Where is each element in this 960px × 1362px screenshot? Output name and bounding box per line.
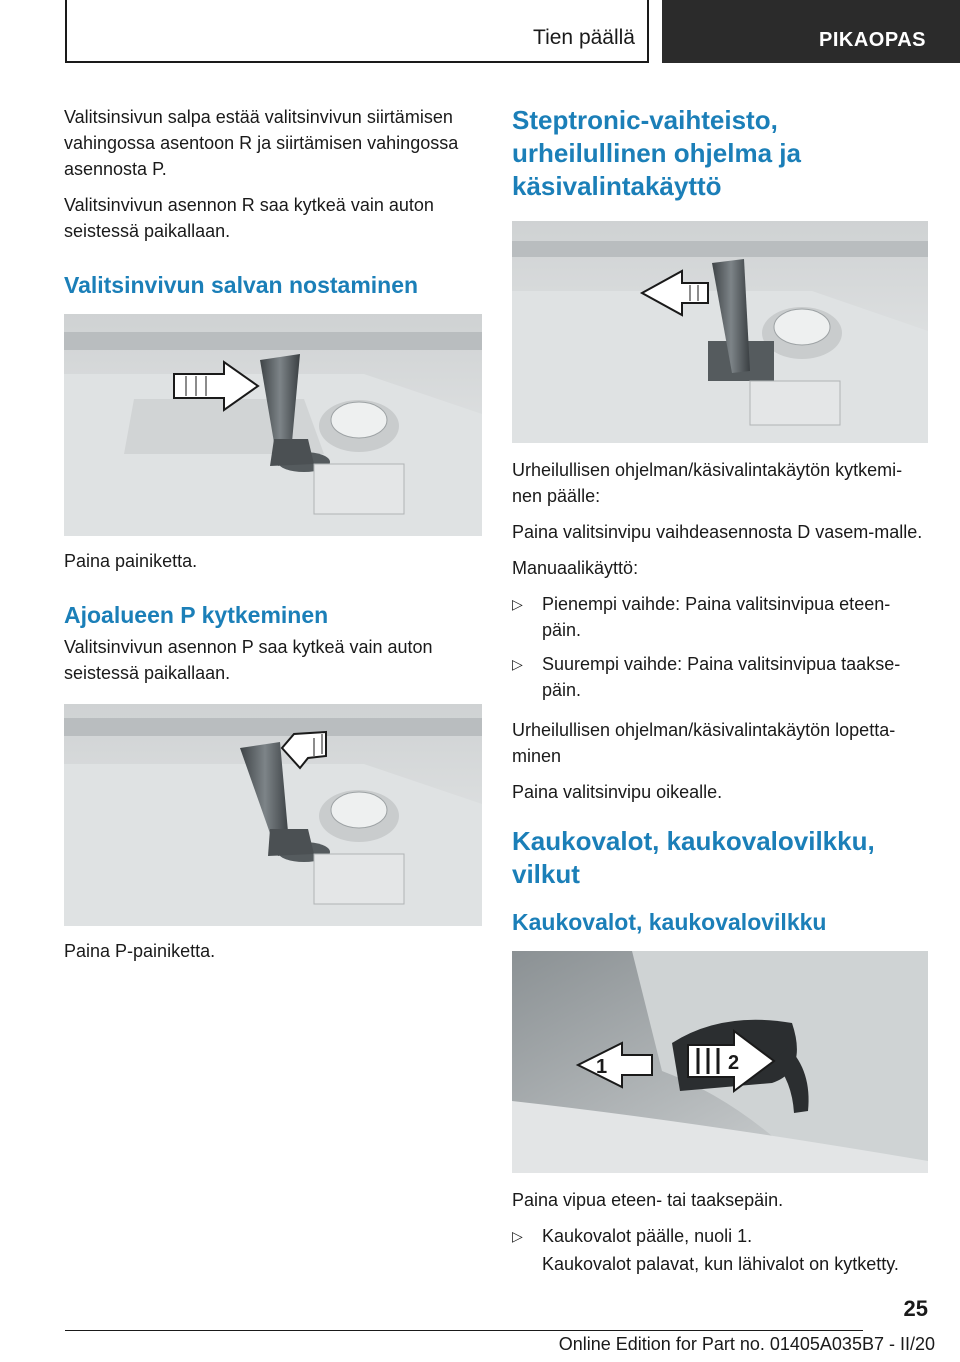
- intro-paragraph: Valitsinsivun salpa estää valitsinvivun siirtämisen vahingossa asentoon R ja siirtämisen vahingossa asennosta P.: [64, 107, 459, 179]
- chapter-tab: [662, 0, 960, 63]
- arrow-label-1: 1: [596, 1056, 608, 1078]
- high-beam-note: Kaukovalot palavat, kun lähivalot on kytketty.: [542, 1254, 899, 1274]
- heading-high-beam-flasher: Kaukovalot, kaukovalovilkku: [512, 909, 827, 935]
- selector-lever-unlock-illustration: [64, 314, 482, 536]
- sport-on-paragraph: Urheilullisen ohjelman/käsivalintakäytön kytkemi-nen päälle:: [512, 460, 903, 506]
- turn-signal-lever-illustration: [512, 951, 928, 1173]
- park-paragraph: Valitsinvivun asennon P saa kytkeä vain auton seistessä paikallaan.: [64, 637, 433, 683]
- figure-steptronic-lever: [512, 221, 928, 443]
- arrow-label-2: 2: [728, 1052, 740, 1074]
- manual-label: Manuaalikäyttö:: [512, 558, 639, 578]
- list-item: ▷ Suurempi vaihde: Paina valitsinvipua taakse-päin.: [512, 651, 928, 703]
- push-right-paragraph: Paina valitsinvipu oikealle.: [512, 782, 723, 802]
- reverse-note: Valitsinvivun asennon R saa kytkeä vain auton seistessä paikallaan.: [64, 195, 434, 241]
- left-column: [64, 104, 482, 974]
- right-column: [512, 104, 928, 1287]
- footer-edition: Online Edition for Part no. 01405A035B7 - II/20: [558, 1334, 935, 1354]
- section-label: Tien päällä: [533, 26, 635, 49]
- list-item: ▷ Pienempi vaihde: Paina valitsinvipua eteen-päin.: [512, 591, 928, 643]
- heading-lock-release: Valitsinvivun salvan nostaminen: [64, 272, 419, 298]
- list-item: ▷ Kaukovalot päälle, nuoli 1.: [512, 1223, 928, 1249]
- chapter-label: PIKAOPAS: [819, 29, 926, 51]
- caption-press-button: Paina painiketta.: [64, 551, 198, 571]
- caption-press-p-button: Paina P-painiketta.: [64, 941, 216, 961]
- page-number: 25: [903, 1296, 928, 1321]
- high-beam-bullet-list: [512, 1223, 928, 1249]
- push-left-paragraph: Paina valitsinvipu vaihdeasennosta D vasem-malle.: [512, 522, 923, 542]
- sport-off-paragraph: Urheilullisen ohjelman/käsivalintakäytön lopetta-minen: [512, 720, 896, 766]
- figure-turn-signal-lever: [512, 951, 928, 1173]
- manual-bullet-list: [512, 591, 928, 703]
- steptronic-lever-illustration: [512, 221, 928, 443]
- caption-lever: Paina vipua eteen- tai taaksepäin.: [512, 1190, 784, 1210]
- bullet-marker: ▷: [512, 1228, 523, 1244]
- figure-selector-lever-unlock: [64, 314, 482, 536]
- figure-park-button: [64, 704, 482, 926]
- park-button-illustration: [64, 704, 482, 926]
- heading-park: Ajoalueen P kytkeminen: [64, 602, 329, 628]
- heading-high-beam: Kaukovalot, kaukovalovilkku, vilkut: [512, 826, 875, 889]
- footer-divider: [65, 1330, 863, 1331]
- heading-steptronic: Steptronic-vaihteisto, urheilullinen ohjelma ja käsivalintakäyttö: [512, 105, 801, 201]
- bullet-marker: ▷: [512, 656, 523, 672]
- bullet-marker: ▷: [512, 596, 523, 612]
